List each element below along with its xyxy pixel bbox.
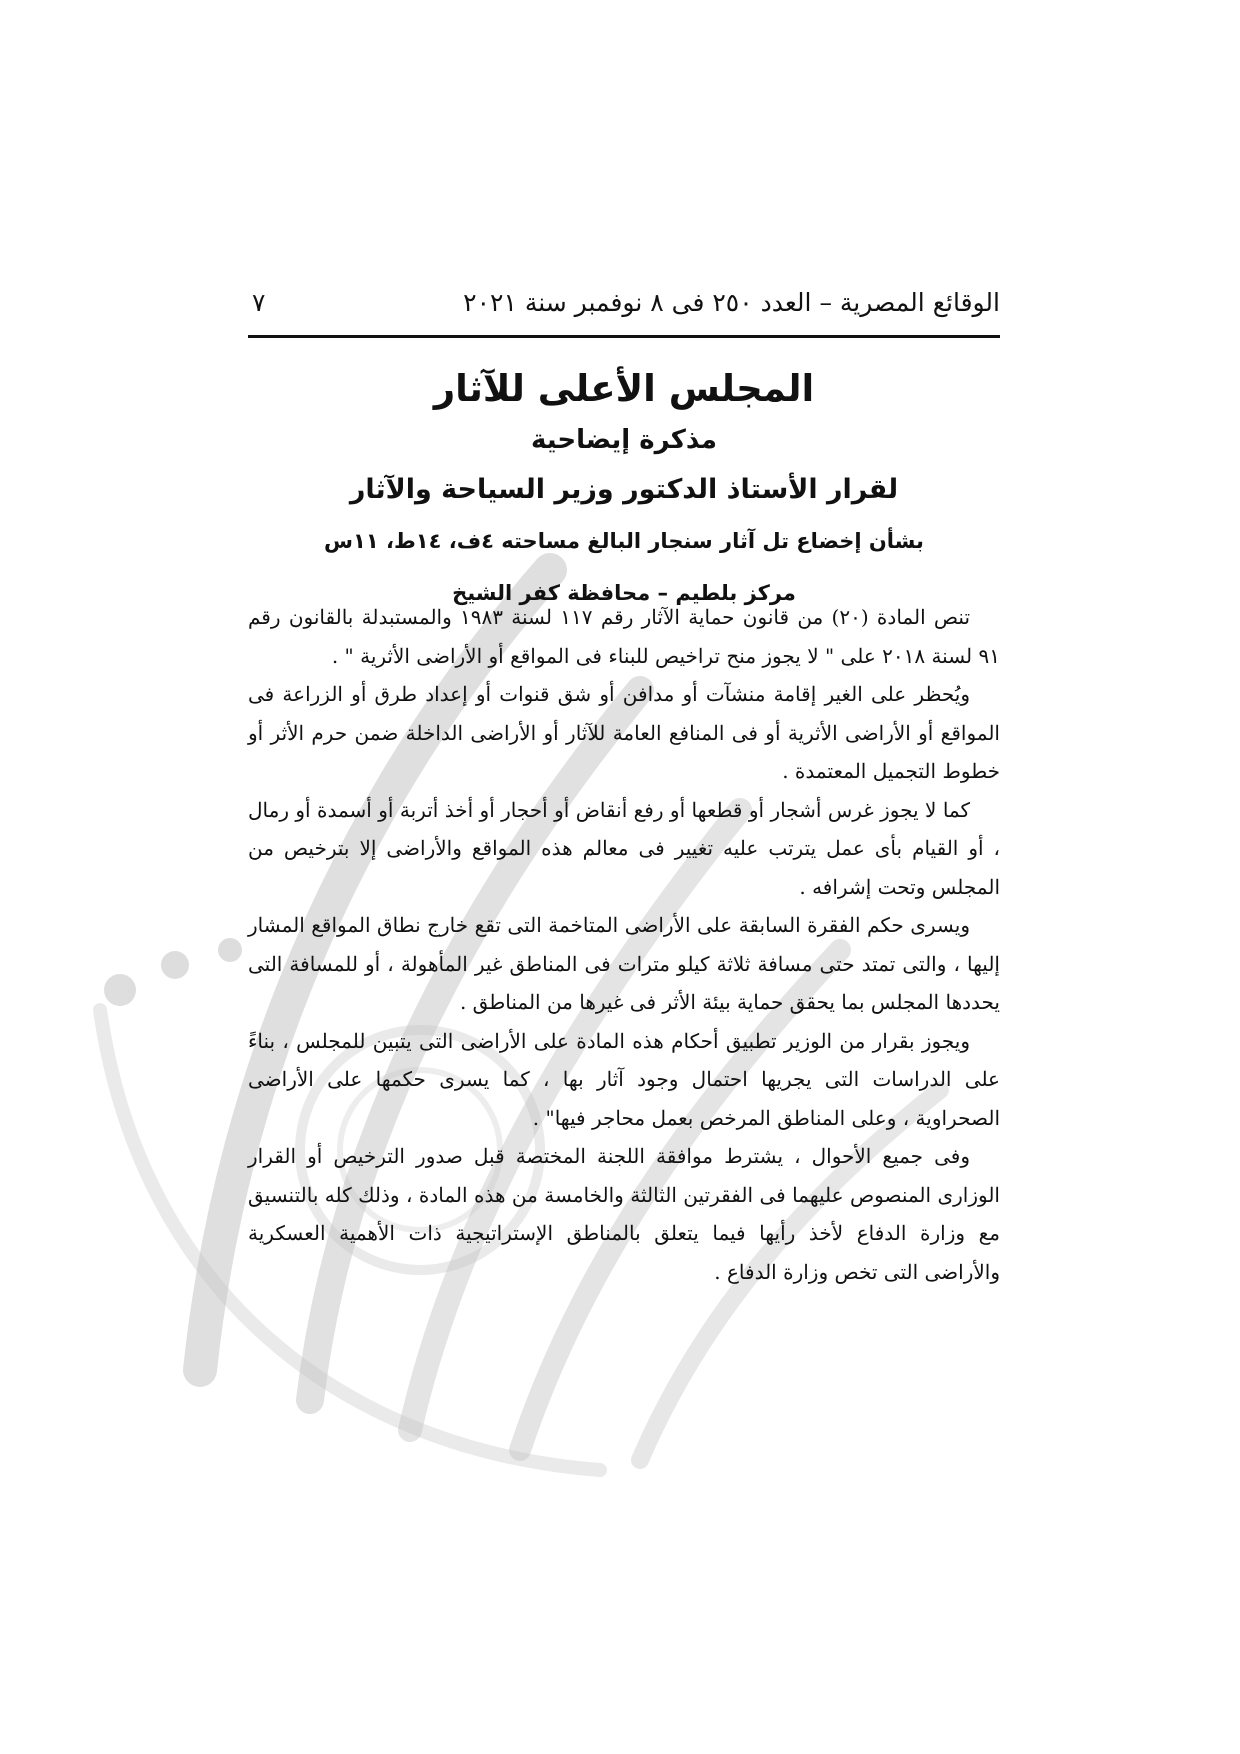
gazette-title: الوقائع المصرية – العدد ٢٥٠ فى ٨ نوفمبر سنة ٢٠٢١ bbox=[463, 288, 1000, 317]
paragraph: وفى جميع الأحوال ، يشترط موافقة اللجنة المختصة قبل صدور الترخيص أو القرار الوزارى المنصوص عليهما فى الفقرتين الثالثة والخامسة من هذه المادة ، وذلك كله بالتنسيق مع وزارة الدفاع لأخذ رأيها فيما يتعلق بالمناطق الإستراتيجية ذات الأهمية العسكرية والأراضى التى تخص وزارة الدفاع . bbox=[248, 1144, 1000, 1284]
subject-line: بشأن إخضاع تل آثار سنجار البالغ مساحته ٤ف، ١٤ط، ١١س bbox=[324, 529, 924, 553]
authority-title: المجلس الأعلى للآثار bbox=[433, 367, 815, 410]
paragraph: ويسرى حكم الفقرة السابقة على الأراضى المتاخمة التى تقع خارج نطاق المواقع المشار إليها ، والتى تمتد حتى مسافة ثلاثة كيلو مترات فى المناطق غير المأهولة ، أو للمسافة التى يحددها المجلس بما يحقق حماية بيئة الأثر فى غيرها من المناطق . bbox=[248, 913, 1000, 1014]
paragraph: تنص المادة (٢٠) من قانون حماية الآثار رقم ١١٧ لسنة ١٩٨٣ والمستبدلة بالقانون رقم ٩١ لسنة ٢٠١٨ على " لا يجوز منح تراخيص للبناء فى المواقع أو الأراضى الأثرية " . bbox=[248, 605, 1000, 668]
paragraph: ويُحظر على الغير إقامة منشآت أو مدافن أو شق قنوات أو إعداد طرق أو الزراعة فى المواقع أو الأراضى الأثرية أو فى المنافع العامة للآثار أو الأراضى الداخلة ضمن حرم الأثر أو خطوط التجميل المعتمدة . bbox=[248, 682, 1000, 783]
document-type: مذكرة إيضاحية bbox=[531, 425, 717, 455]
document-headings bbox=[248, 355, 1000, 619]
page-number: ٧ bbox=[252, 288, 266, 317]
location-line: مركز بلطيم – محافظة كفر الشيخ bbox=[452, 581, 796, 605]
decision-title: لقرار الأستاذ الدكتور وزير السياحة والآثار bbox=[349, 474, 899, 505]
paragraph: ويجوز بقرار من الوزير تطبيق أحكام هذه المادة على الأراضى التى يتبين للمجلس ، بناءً على الدراسات التى يجريها احتمال وجود آثار بها ، كما يسرى حكمها على الأراضى الصحراوية ، وعلى المناطق المرخص بعمل محاجر فيها" . bbox=[248, 1028, 1000, 1130]
document-body bbox=[248, 598, 1000, 1291]
header-divider bbox=[248, 335, 1000, 338]
paragraph: كما لا يجوز غرس أشجار أو قطعها أو رفع أنقاض أو أحجار أو أخذ أتربة أو أسمدة أو رمال ، أو القيام بأى عمل يترتب عليه تغيير فى معالم هذه المواقع والأراضى إلا بترخيص من المجلس وتحت إشرافه . bbox=[248, 797, 1000, 899]
page-header bbox=[248, 280, 1000, 336]
